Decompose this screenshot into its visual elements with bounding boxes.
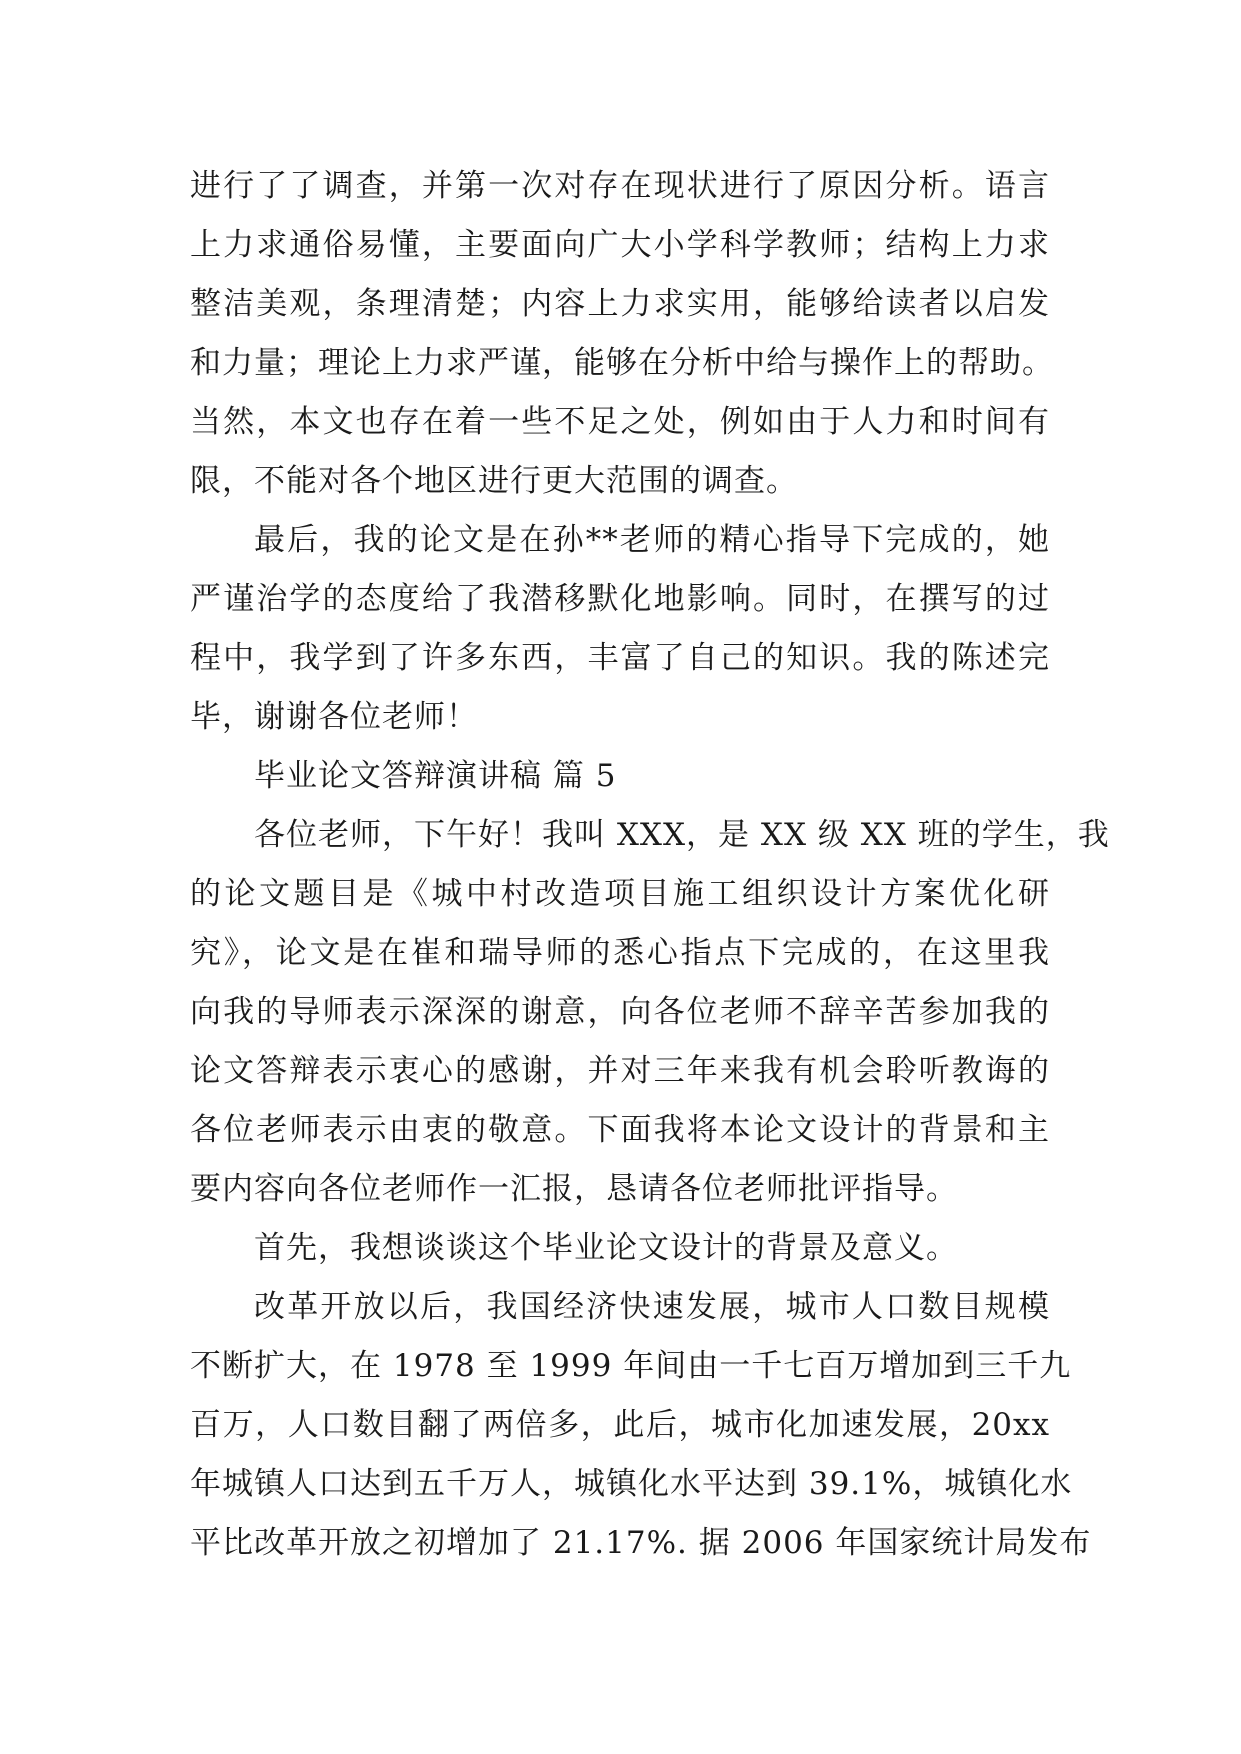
text-line: 整洁美观，条理清楚；内容上力求实用，能够给读者以启发	[190, 286, 1050, 322]
text-line: 和力量；理论上力求严谨，能够在分析中给与操作上的帮助。	[190, 345, 1054, 381]
text-line: 程中，我学到了许多东西，丰富了自己的知识。我的陈述完	[190, 640, 1050, 676]
text-line: 不断扩大，在 1978 至 1999 年间由一千七百万增加到三千九	[190, 1348, 1072, 1384]
paragraph-first-line: 首先，我想谈谈这个毕业论文设计的背景及意义。	[254, 1230, 958, 1266]
text-line: 进行了了调查，并第一次对存在现状进行了原因分析。语言	[190, 168, 1050, 204]
paragraph-first-line: 最后，我的论文是在孙**老师的精心指导下完成的，她	[254, 522, 1050, 558]
text-line: 年城镇人口达到五千万人，城镇化水平达到 39.1%，城镇化水	[190, 1466, 1073, 1502]
section-heading: 毕业论文答辩演讲稿 篇 5	[254, 758, 617, 794]
text-line: 百万，人口数目翻了两倍多，此后，城市化加速发展，20xx	[190, 1407, 1050, 1443]
text-line: 各位老师表示由衷的敬意。下面我将本论文设计的背景和主	[190, 1112, 1050, 1148]
text-line: 向我的导师表示深深的谢意，向各位老师不辞辛苦参加我的	[190, 994, 1050, 1030]
text-line: 当然，本文也存在着一些不足之处，例如由于人力和时间有	[190, 404, 1050, 440]
paragraph-first-line: 改革开放以后，我国经济快速发展，城市人口数目规模	[254, 1289, 1050, 1325]
text-line: 的论文题目是《城中村改造项目施工组织设计方案优化研	[190, 876, 1050, 912]
text-line: 究》，论文是在崔和瑞导师的悉心指点下完成的，在这里我	[190, 935, 1050, 971]
text-line: 上力求通俗易懂，主要面向广大小学科学教师；结构上力求	[190, 227, 1050, 263]
document-body	[190, 157, 1110, 1573]
paragraph-first-line: 各位老师，下午好！我叫 XXX，是 XX 级 XX 班的学生，我	[254, 817, 1110, 853]
text-line: 毕，谢谢各位老师！	[190, 699, 478, 735]
text-line: 要内容向各位老师作一汇报，恳请各位老师批评指导。	[190, 1171, 958, 1207]
text-line: 严谨治学的态度给了我潜移默化地影响。同时，在撰写的过	[190, 581, 1050, 617]
text-line: 平比改革开放之初增加了 21.17%. 据 2006 年国家统计局发布	[190, 1525, 1092, 1561]
text-line: 论文答辩表示衷心的感谢，并对三年来我有机会聆听教诲的	[190, 1053, 1050, 1089]
text-line: 限，不能对各个地区进行更大范围的调查。	[190, 463, 798, 499]
